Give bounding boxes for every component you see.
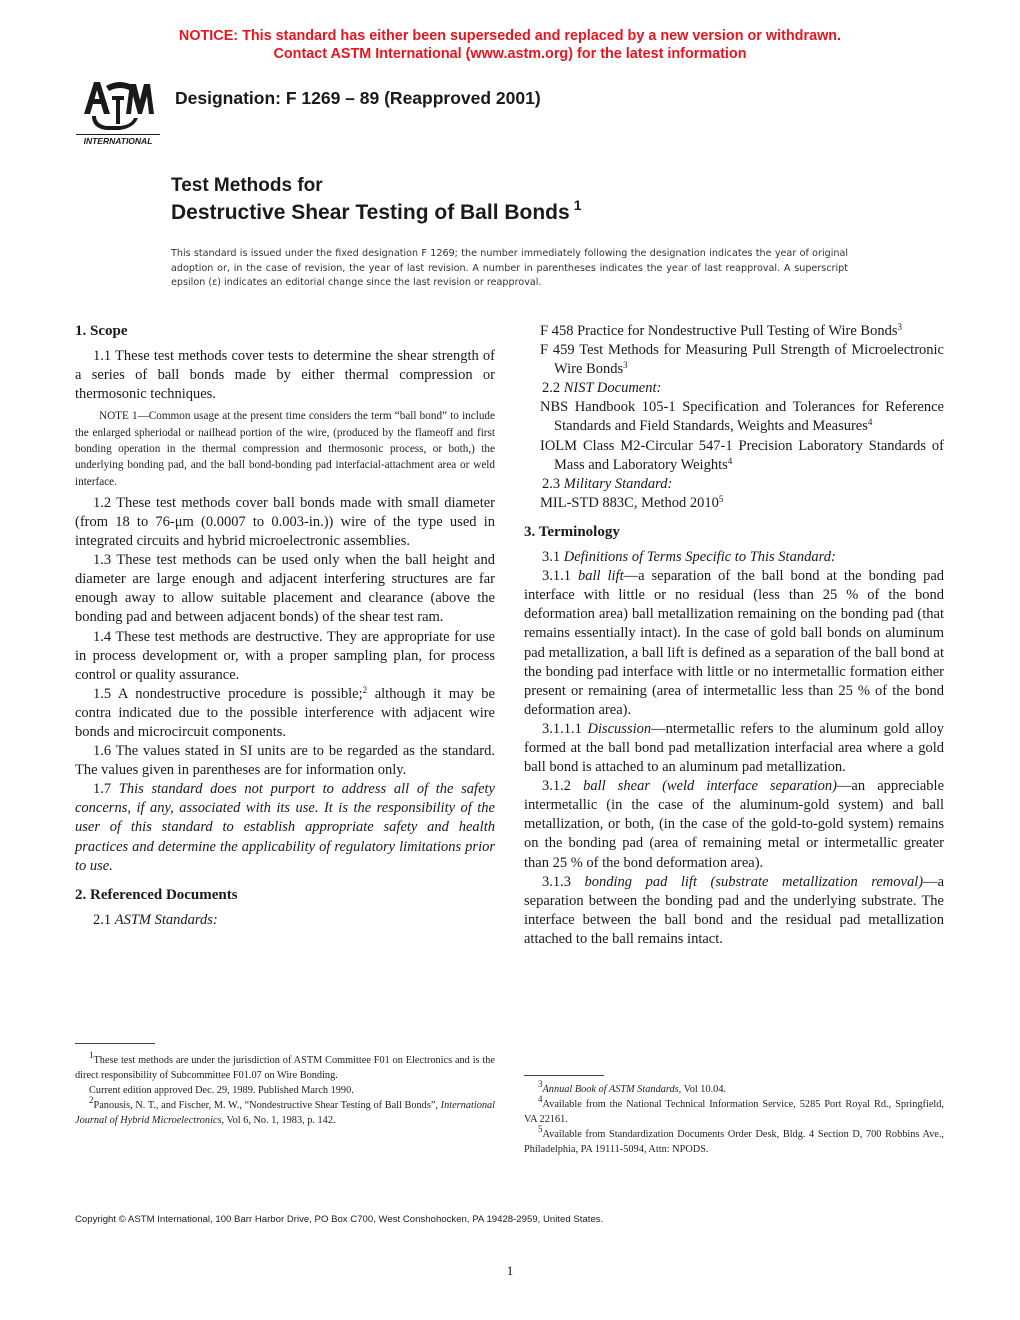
footnotes-left bbox=[75, 1050, 495, 1128]
ref-f459 bbox=[524, 341, 944, 379]
footnote-4-text: Available from the National Technical Information Service, 5285 Port Royal Rd., Springfield, VA 22161. bbox=[524, 1099, 944, 1125]
para-3-1-3-num: 3.1.3 bbox=[542, 873, 571, 890]
para-3-1 bbox=[524, 548, 944, 567]
para-3-1-1-num: 3.1.1 bbox=[542, 568, 571, 585]
para-3-1-2-text: —an appreciable intermetallic (in the case of the aluminum-gold system) and ball metallization, or both, (in the case of the gold-to-gold system) remains on the bonding pad (area of remaining metal or intermetallic greater than 25 % of the bond deformation area). bbox=[524, 778, 945, 871]
footnote-3-mark: 3 bbox=[538, 1079, 543, 1089]
copyright-line: Copyright © ASTM International, 100 Barr Harbor Drive, PO Box C700, West Conshohocken, PA 19428-2959, United States. bbox=[75, 1214, 604, 1225]
ref-mil-sup: 5 bbox=[718, 493, 724, 504]
para-3-1-1-1 bbox=[524, 720, 944, 777]
left-column bbox=[75, 322, 495, 930]
title-line-1: Test Methods for bbox=[171, 175, 323, 196]
ref-nbs-text: NBS Handbook 105-1 Specification and Tolerances for Reference Standards and Field Standards, Weights and Measures bbox=[540, 399, 944, 435]
para-1-7 bbox=[75, 780, 495, 875]
footnote-2-text-a: Panousis, N. T., and Fischer, M. W., “Nondestructive Shear Testing of Ball Bonds”, bbox=[93, 1100, 441, 1111]
para-1-4: 1.4 These test methods are destructive. They are appropriate for use in process development or, with a proper sampling plan, for process control or quality assurance. bbox=[75, 628, 495, 683]
section-3-heading: 3. Terminology bbox=[524, 523, 620, 540]
title-footnote-mark: 1 bbox=[573, 197, 582, 213]
astm-logo bbox=[76, 76, 160, 148]
right-column bbox=[524, 322, 944, 949]
para-1-5-b: although it may be contra indicated due to the possible interference with adjacent wire bonds and microcircuit components. bbox=[75, 685, 495, 740]
para-3-1-num: 3.1 bbox=[542, 549, 561, 566]
para-3-1-1-term: ball lift bbox=[577, 568, 624, 585]
ref-iolm bbox=[524, 437, 944, 475]
para-1-5-a: 1.5 A nondestructive procedure is possible; bbox=[93, 685, 363, 702]
footnote-1b: Current edition approved Dec. 29, 1989. Published March 1990. bbox=[89, 1085, 354, 1096]
footnote-3-text: Annual Book of ASTM Standards bbox=[542, 1084, 679, 1095]
ref-nbs-sup: 4 bbox=[867, 417, 873, 428]
para-2-1 bbox=[75, 911, 495, 930]
ref-f458-text: F 458 Practice for Nondestructive Pull Testing of Wire Bonds bbox=[540, 323, 898, 339]
para-1-3: 1.3 These test methods can be used only when the ball height and diameter are large enough and adjacent interfering structures are far enough away to allow suitable placement and clearance (above the bonding pad and between adjacent bonds) of the shear test ram. bbox=[75, 552, 495, 626]
para-1-7-num: 1.7 bbox=[93, 781, 112, 798]
footnotes-right bbox=[524, 1079, 944, 1157]
footnote-2-text-b: , Vol 6, No. 1, 1983, p. 142. bbox=[221, 1115, 336, 1126]
ref-iolm-sup: 4 bbox=[727, 455, 733, 466]
title-line-2 bbox=[171, 199, 582, 227]
footnote-2-mark: 2 bbox=[89, 1095, 94, 1105]
footnote-3-text-b: , Vol 10.04. bbox=[678, 1084, 727, 1095]
para-3-1-2-term: ball shear (weld interface separation) bbox=[583, 778, 837, 795]
footnote-5-text: Available from Standardization Documents Order Desk, Bldg. 4 Section D, 700 Robbins Ave., Philadelphia, PA 19111-5094, Attn: NPODS. bbox=[524, 1129, 944, 1155]
para-1-1: 1.1 These test methods cover tests to determine the shear strength of a series of ball bonds made by either thermal compression or thermosonic techniques. bbox=[75, 348, 495, 403]
ref-nbs bbox=[524, 398, 944, 436]
standard-note: This standard is issued under the fixed designation F 1269; the number immediately following the designation indicates the year of original adoption or, in the case of revision, the year of last revision. A number in parentheses indicates the year of last reapproval. A superscript epsilon (ε) indicates an editorial change since the last revision or reapproval. bbox=[171, 248, 848, 289]
para-1-7-text: This standard does not purport to address all of the safety concerns, if any, associated with its use. It is the responsibility of the user of this standard to establish appropriate safety and health practices and determine the applicability of regulatory limitations prior to use. bbox=[75, 781, 495, 874]
logo-label: INTERNATIONAL bbox=[76, 134, 160, 146]
ref-mil bbox=[524, 494, 944, 513]
ref-f459-sup: 3 bbox=[623, 360, 628, 371]
ref-f458-sup: 3 bbox=[897, 322, 902, 332]
para-2-3-text: Military Standard: bbox=[563, 475, 673, 492]
document-title bbox=[171, 175, 582, 227]
para-3-1-1-text: —a separation of the ball bond at the bonding pad interface with little or no residual (less than 25 % of the bond deformation area) ball metallization remaining on the bonding pad (that remains essentially intact). In the case of gold ball bonds on aluminum pad metallization, a ball lift is defined as a separation of the ball bond at the bonding pad interface with little or no intermetallic formation either present or remaining (area of intermetallic less than 25 % of the bond deformation area). bbox=[524, 568, 945, 718]
designation: Designation: F 1269 – 89 (Reapproved 2001) bbox=[175, 88, 541, 108]
footnote-1 bbox=[75, 1050, 495, 1083]
ref-mil-text: MIL-STD 883C, Method 2010 bbox=[540, 494, 719, 511]
para-2-1-num: 2.1 bbox=[93, 911, 112, 928]
footnote-2 bbox=[75, 1095, 495, 1128]
notice-line-2: Contact ASTM International (www.astm.org) for the latest information bbox=[273, 46, 747, 62]
para-2-2-num: 2.2 bbox=[542, 380, 561, 397]
ref-f458 bbox=[524, 322, 944, 341]
para-3-1-1-1-text: —ntermetallic refers to the aluminum gold alloy formed at the ball bond pad metallization interfacial area where a gold ball bond is attached to an aluminum pad metallization. bbox=[524, 720, 944, 776]
section-1-heading: 1. Scope bbox=[75, 323, 128, 339]
superseded-notice bbox=[0, 27, 1020, 63]
notice-line-1: NOTICE: This standard has either been superseded and replaced by a new version or withdrawn. bbox=[178, 28, 842, 44]
footnote-1-text: These test methods are under the jurisdiction of ASTM Committee F01 on Electronics and is the direct responsibility of Subcommittee F01.07 on Wire Bonding. bbox=[75, 1055, 495, 1081]
footnote-1-mark: 1 bbox=[89, 1050, 94, 1060]
ref-f459-text: F 459 Test Methods for Measuring Pull Strength of Microelectronic Wire Bonds bbox=[540, 342, 944, 378]
para-2-1-text: ASTM Standards: bbox=[114, 911, 218, 928]
para-3-1-text: Definitions of Terms Specific to This Standard: bbox=[563, 549, 836, 566]
para-2-3-num: 2.3 bbox=[542, 475, 561, 492]
footnote-4-mark: 4 bbox=[538, 1094, 543, 1104]
para-1-5 bbox=[75, 685, 495, 742]
para-3-1-1-1-num: 3.1.1.1 bbox=[542, 720, 582, 737]
page-number: 1 bbox=[506, 1263, 514, 1278]
para-1-2: 1.2 These test methods cover ball bonds made with small diameter (from 18 to 76-μm (0.0007 to 0.003-in.)) wire of the type used in integrated circuits and hybrid microelectronic assemblies. bbox=[75, 494, 495, 550]
title-line-2-text: Destructive Shear Testing of Ball Bonds bbox=[171, 201, 570, 224]
para-2-2-text: NIST Document: bbox=[563, 380, 662, 397]
para-3-1-2 bbox=[524, 777, 944, 872]
footnote-rule-left bbox=[75, 1043, 155, 1044]
footnote-2-journal: International Journal of Hybrid Microelectronics bbox=[75, 1100, 495, 1126]
para-2-3 bbox=[524, 475, 944, 494]
footnote-3 bbox=[524, 1079, 944, 1097]
para-3-1-3-text: —a separation between the bonding pad and the underlying substrate. The interface between the ball bond and the residual pad metallization attached to the ball remains intact. bbox=[524, 873, 945, 947]
footnote-4 bbox=[524, 1094, 944, 1127]
note-1: NOTE 1—Common usage at the present time considers the term “ball bond” to include the enlarged spheriodal or nailhead portion of the wire, (produced by the flameoff and first bonding operation in the thermal compression and thermosonic process, or both,) the underlying bonding pad, and the ball bond-bonding pad interfacial-attachment area or weld interface. bbox=[75, 410, 495, 488]
footnote-rule-right bbox=[524, 1075, 604, 1076]
footnote-5-mark: 5 bbox=[538, 1124, 543, 1134]
para-3-1-1-1-term: Discussion bbox=[587, 720, 652, 737]
para-1-5-sup: 2 bbox=[362, 684, 368, 695]
ref-iolm-text: IOLM Class M2-Circular 547-1 Precision Laboratory Standards of Mass and Laboratory Weights bbox=[540, 437, 944, 473]
para-3-1-2-num: 3.1.2 bbox=[542, 778, 571, 795]
footnote-5 bbox=[524, 1124, 944, 1157]
para-1-6: 1.6 The values stated in SI units are to be regarded as the standard. The values given in parentheses are for information only. bbox=[75, 743, 495, 779]
para-3-1-3-term: bonding pad lift (substrate metallization removal) bbox=[584, 873, 924, 890]
para-3-1-3 bbox=[524, 873, 944, 949]
para-3-1-1 bbox=[524, 567, 944, 720]
section-2-heading: 2. Referenced Documents bbox=[75, 886, 238, 903]
para-2-2 bbox=[524, 379, 944, 398]
